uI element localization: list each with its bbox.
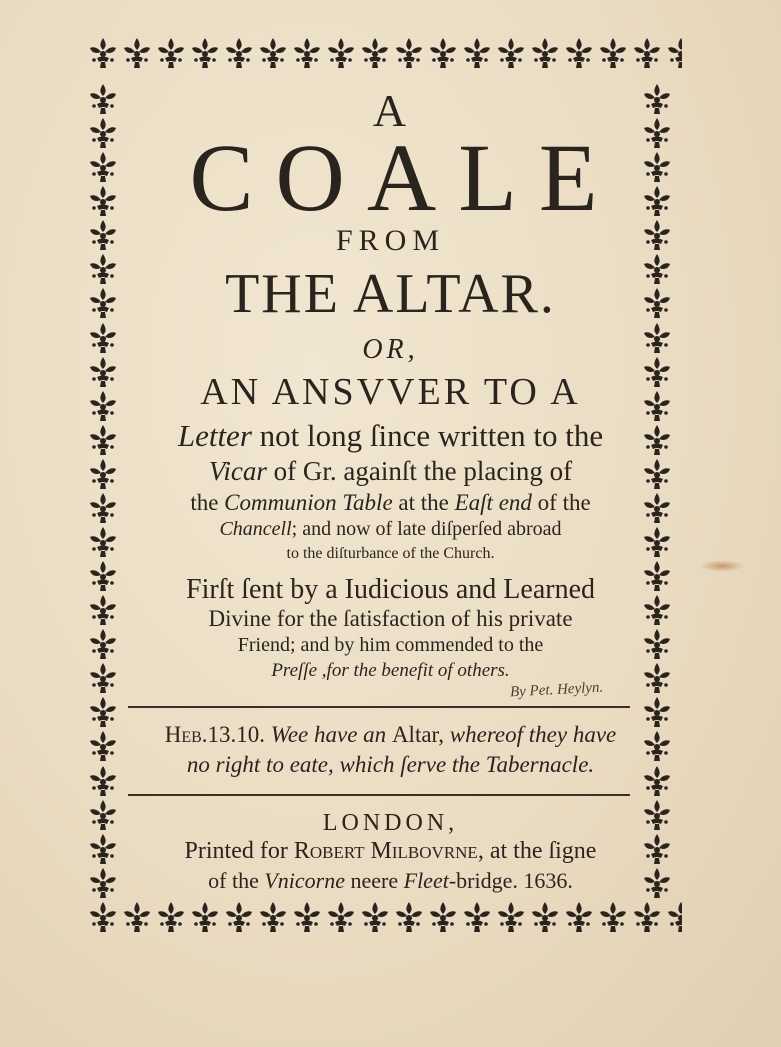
fleuron-icon <box>596 36 630 70</box>
east-end: Eaſt end <box>454 490 532 515</box>
fleuron-icon <box>630 36 664 70</box>
fleuron-icon <box>120 36 154 70</box>
fleuron-icon <box>426 900 460 934</box>
title-or: OR, <box>362 334 419 365</box>
fleuron-icon <box>188 36 222 70</box>
fleuron-icon <box>154 900 188 934</box>
fleuron-icon <box>154 36 188 70</box>
title-answer: AN ANSVVER TO A <box>200 371 581 413</box>
line-1-rest: not long ſince written to the <box>251 418 604 453</box>
word-letter: Letter <box>177 418 252 453</box>
scripture-reference: Heb.13.10. <box>164 722 266 747</box>
fleuron-icon <box>528 900 562 934</box>
subtitle-line-1 <box>0 418 781 454</box>
vnicorne: Vnicorne <box>264 868 345 893</box>
epigraph-b: whereof they have <box>444 722 617 747</box>
fleuron-icon <box>324 36 358 70</box>
fleuron-icon <box>596 900 630 934</box>
fleuron-icon <box>222 900 256 934</box>
subtitle-line-3 <box>0 490 781 516</box>
fleuron-icon <box>562 900 596 934</box>
fleuron-icon <box>528 36 562 70</box>
word-vicar: Vicar <box>208 456 267 486</box>
fleuron-icon <box>324 900 358 934</box>
printer-name: Robert Milbovrne <box>293 838 478 864</box>
divider-rule <box>128 706 630 708</box>
fleet: Fleet <box>403 868 449 893</box>
epigraph-a: Wee have an <box>265 722 392 747</box>
fleuron-icon <box>358 36 392 70</box>
fleuron-icon <box>494 900 528 934</box>
fleuron-icon <box>460 900 494 934</box>
epigraph-line-2: no right to eate, which ſerve the Tabernacle. <box>186 752 595 777</box>
communion-table: Communion Table <box>224 490 393 515</box>
line-2-rest: of Gr. againſt the placing of <box>266 456 573 486</box>
subtitle-line-8: Friend; and by him commended to the <box>237 634 544 656</box>
subtitle-line-9: Preſſe ,for the benefit of others. <box>271 660 510 681</box>
ornament-border-bottom <box>86 900 682 946</box>
fleuron-icon <box>494 36 528 70</box>
imprint-printer-line <box>0 838 781 865</box>
line-3-e: of the <box>531 490 591 515</box>
fleuron-icon <box>86 900 120 934</box>
fleuron-icon <box>426 36 460 70</box>
word-chancell: Chancell <box>219 518 292 540</box>
title-coale: COALE <box>189 124 620 231</box>
line-3-c: at the <box>392 490 455 515</box>
imprint-city: LONDON, <box>322 810 459 836</box>
fleuron-icon <box>120 900 154 934</box>
epigraph-altar: Altar, <box>391 722 445 747</box>
divider-rule <box>128 794 630 796</box>
fleuron-icon <box>630 900 664 934</box>
fleuron-icon <box>86 36 120 70</box>
fleuron-icon <box>256 900 290 934</box>
fleuron-icon <box>562 36 596 70</box>
line-3-a: the <box>190 490 225 515</box>
fleuron-icon <box>664 36 682 70</box>
fleuron-icon <box>290 900 324 934</box>
printed-for: Printed for <box>184 838 294 864</box>
neere: neere <box>345 868 404 893</box>
title-altar: THE ALTAR. <box>225 263 556 325</box>
handwritten-attribution: By Pet. Heylyn. <box>509 679 604 701</box>
subtitle-line-7: Divine for the ſatisfaction of his private <box>208 606 573 631</box>
title-from: FROM <box>335 224 446 257</box>
imprint-year: 1636. <box>523 868 573 893</box>
fleuron-icon <box>392 36 426 70</box>
bridge: -bridge. <box>448 868 518 893</box>
at-the-signe: , at the ſigne <box>477 838 597 864</box>
epigraph-line-1 <box>0 722 781 748</box>
fleuron-icon <box>392 900 426 934</box>
fleuron-icon <box>358 900 392 934</box>
subtitle-line-2 <box>0 456 781 487</box>
subtitle-line-4 <box>0 518 781 541</box>
subtitle-line-6: Firſt ſent by a Iudicious and Learned <box>186 574 595 605</box>
fleuron-icon <box>460 36 494 70</box>
fleuron-icon <box>664 900 682 934</box>
fleuron-icon <box>256 36 290 70</box>
subtitle-line-5: to the diſturbance of the Church. <box>286 545 495 562</box>
fleuron-icon <box>222 36 256 70</box>
ornament-border-top <box>86 36 682 82</box>
fleuron-icon <box>188 900 222 934</box>
fleuron-icon <box>290 36 324 70</box>
title-a: A <box>372 85 409 136</box>
imprint-address-line <box>0 868 781 894</box>
of-the: of the <box>208 868 265 893</box>
line-4-rest: ; and now of late diſperſed abroad <box>291 518 562 540</box>
